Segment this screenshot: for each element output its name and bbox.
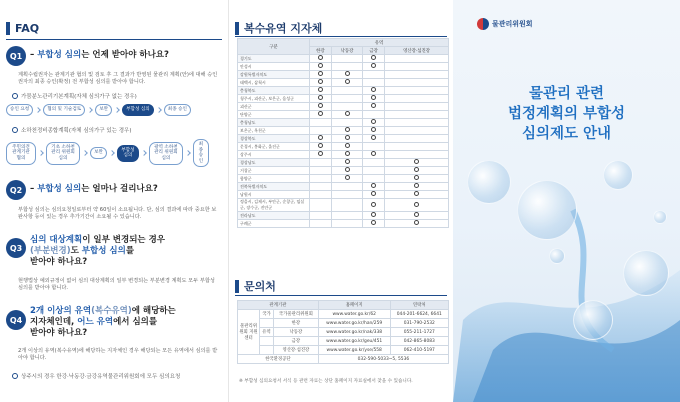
q3-badge: Q3 [6, 238, 26, 258]
basin-cell [310, 55, 332, 63]
contact-org-last: 한국환경공단 [238, 355, 319, 364]
included-circle-icon [371, 95, 376, 100]
basin-cell [331, 151, 363, 159]
contact-cell-a [260, 319, 274, 328]
included-circle-icon [414, 212, 419, 217]
basin-cell [363, 191, 385, 199]
contact-cell-d: 044-201-6624, 6641 [390, 310, 448, 319]
flow1-step: 협의 및 기술검토 [43, 104, 85, 116]
q3-title: 심의 대상계획이 일부 변경되는 경우 (부분변경)도 부합성 심의를 받아야 하나요? [30, 235, 166, 267]
included-circle-icon [345, 135, 350, 140]
bubble-image [653, 210, 667, 224]
included-circle-icon [371, 87, 376, 92]
region-row [238, 220, 449, 228]
region-name: 전북특별자치도 [238, 183, 310, 191]
q3-answer: 현행법상 예외규정이 없어 심의 대상계획의 일부 변경되는 부분변경 계획도 모두 부합성 심의를 받아야 합니다. [18, 278, 215, 291]
contact-cell-b: 한강 [273, 319, 318, 328]
basin-cell [363, 167, 385, 175]
q4-title: 2개 이상의 유역(복수유역)에 해당하는 지자체인데, 어느 유역에서 심의를 받아야 하나요? [30, 306, 176, 338]
basin-cell [385, 191, 449, 199]
contact-row [238, 337, 449, 346]
basin-cell [363, 79, 385, 87]
included-circle-icon [345, 71, 350, 76]
region-name: 남원시 [238, 191, 310, 199]
bubble-image [467, 160, 511, 204]
basin-cell [331, 159, 363, 167]
included-circle-icon [345, 151, 350, 156]
basin-cell [331, 167, 363, 175]
q4-answer: 2개 이상의 유역(복수유역)에 해당하는 지자체인 경우 해당되는 모든 유역에서 심의를 받아야 합니다. [18, 348, 218, 361]
contact-rule [235, 295, 447, 296]
flow2-step: 광역 소하천 관리 위원회 심의 [149, 142, 183, 165]
basin-cell [385, 167, 449, 175]
basin-cell [310, 167, 332, 175]
basin-cell [363, 151, 385, 159]
included-circle-icon [371, 135, 376, 140]
region-row [238, 191, 449, 199]
region-name: 태백시, 삼척시 [238, 79, 310, 87]
regions-panel [228, 0, 453, 402]
basin-cell [385, 159, 449, 167]
basin-cell [310, 199, 332, 212]
contact-cell-d: 055-211-1727 [390, 328, 448, 337]
included-circle-icon [414, 159, 419, 164]
basin-cell [363, 143, 385, 151]
q4-note: 상주시의 경우 한강·낙동강·금강유역물관리위원회에 모두 심의요청 [12, 372, 180, 380]
basin-cell [385, 199, 449, 212]
basin-cell [310, 183, 332, 191]
q1-flow1 [6, 104, 191, 116]
region-row [238, 143, 449, 151]
included-circle-icon [371, 220, 376, 225]
region-row [238, 119, 449, 127]
region-name: 전라남도 [238, 212, 310, 220]
basin-cell [363, 159, 385, 167]
basin-col-header: 금강 [363, 47, 385, 55]
region-name: 충청남도 [238, 119, 310, 127]
basin-cell [385, 103, 449, 111]
flow2-step: 최종 승인 [193, 139, 209, 167]
contact-cell-c[interactable]: www.water.go.kr/geu/451 [318, 337, 390, 346]
flow1-step: 부합성 심의 [122, 104, 154, 116]
cover-title-line3: 심의제도 안내 [521, 126, 612, 142]
contact-cell-a [260, 346, 274, 355]
region-row [238, 55, 449, 63]
contact-table [237, 300, 449, 364]
contact-row [238, 328, 449, 337]
basin-cell [310, 135, 332, 143]
basin-cell [310, 191, 332, 199]
basin-group-header: 유역 [310, 39, 449, 47]
region-name: 강원특별자치도 [238, 71, 310, 79]
q1-answer: 계획수립권자는 관계기관 협의 및 검토 후 그 결과가 반영된 물관리 계획(안)에 대해 승인권자의 최종 승인(확정) 전 부합성 심의를 받아야 합니다. [18, 72, 218, 85]
region-row [238, 63, 449, 71]
included-circle-icon [414, 183, 419, 188]
basin-col-header: 한강 [310, 47, 332, 55]
region-row [238, 135, 449, 143]
basin-cell [363, 111, 385, 119]
included-circle-icon [345, 175, 350, 180]
region-name: 함양군 [238, 175, 310, 183]
region-row [238, 71, 449, 79]
basin-cell [385, 127, 449, 135]
basin-cell [363, 95, 385, 103]
included-circle-icon [414, 191, 419, 196]
basin-cell [363, 199, 385, 212]
basin-cell [331, 212, 363, 220]
included-circle-icon [345, 167, 350, 172]
included-circle-icon [414, 175, 419, 180]
basin-cell [310, 127, 332, 135]
basin-cell [310, 63, 332, 71]
basin-cell [363, 55, 385, 63]
region-name: 문경시, 봉화군, 울진군 [238, 143, 310, 151]
included-circle-icon [371, 212, 376, 217]
contact-phone-last: 032-590-5033~5, 5536 [318, 355, 448, 364]
contact-row [238, 319, 449, 328]
region-name: 거창군 [238, 167, 310, 175]
region-table [237, 38, 449, 228]
included-circle-icon [318, 143, 323, 148]
included-circle-icon [414, 202, 419, 207]
regions-rule [235, 36, 447, 37]
included-circle-icon [318, 79, 323, 84]
basin-cell [363, 103, 385, 111]
flow1-step: 최종 승인 [164, 104, 191, 116]
bubble-image [517, 180, 577, 240]
contact-col-org: 관계기관 [238, 301, 319, 310]
cover-title-line2: 법정계획의 부합성 [507, 106, 626, 122]
basin-cell [310, 71, 332, 79]
contact-cell-d: 031-790-2532 [390, 319, 448, 328]
included-circle-icon [371, 127, 376, 132]
region-name: 단양군 [238, 111, 310, 119]
basin-cell [385, 183, 449, 191]
basin-cell [385, 212, 449, 220]
basin-cell [331, 127, 363, 135]
basin-cell [331, 220, 363, 228]
included-circle-icon [371, 191, 376, 196]
basin-cell [310, 103, 332, 111]
bubble-image [573, 300, 613, 340]
contact-cell-b: 금강 [273, 337, 318, 346]
basin-cell [310, 143, 332, 151]
basin-cell [363, 135, 385, 143]
contact-cell-d: 062-410-5197 [390, 346, 448, 355]
included-circle-icon [318, 103, 323, 108]
region-name: 구례군 [238, 220, 310, 228]
flow1-step: 보완 [95, 104, 112, 116]
contact-cell-c[interactable]: www.water.go.kr/nak/338 [318, 328, 390, 337]
included-circle-icon [318, 63, 323, 68]
basin-cell [331, 111, 363, 119]
contact-cell-c[interactable]: www.water.go.kr/yse/558 [318, 346, 390, 355]
contact-col-phone: 연락처 [390, 301, 448, 310]
basin-col-header: 낙동강 [331, 47, 363, 55]
basin-cell [385, 143, 449, 151]
basin-cell [363, 63, 385, 71]
flow2-step: 기초 소하천 관리 위원회 심의 [46, 142, 80, 165]
region-row [238, 151, 449, 159]
contact-heading: 문의처 [235, 276, 276, 296]
basin-cell [331, 55, 363, 63]
region-row [238, 87, 449, 95]
basin-cell [331, 199, 363, 212]
basin-cell [385, 87, 449, 95]
region-name: 정읍시, 김제시, 부안군, 순창군, 임실군, 장수군, 진안군 [238, 199, 310, 212]
basin-cell [363, 71, 385, 79]
basin-cell [385, 95, 449, 103]
region-row [238, 159, 449, 167]
basin-cell [363, 127, 385, 135]
region-col-header: 구분 [238, 39, 310, 55]
basin-cell [331, 95, 363, 103]
basin-cell [385, 220, 449, 228]
flow2-step: 부합성 심의 [117, 145, 139, 162]
included-circle-icon [318, 87, 323, 92]
basin-cell [385, 135, 449, 143]
included-circle-icon [414, 167, 419, 172]
basin-cell [310, 175, 332, 183]
region-name: 청주시, 괴산군, 보은군, 음성군 [238, 95, 310, 103]
region-name: 충청북도 [238, 87, 310, 95]
basin-cell [331, 183, 363, 191]
basin-cell [310, 95, 332, 103]
basin-cell [363, 220, 385, 228]
included-circle-icon [318, 135, 323, 140]
region-row [238, 167, 449, 175]
cover-title-line1: 물관리 관련 [528, 86, 605, 102]
contact-cell-a [260, 337, 274, 346]
basin-cell [331, 71, 363, 79]
basin-cell [385, 55, 449, 63]
included-circle-icon [345, 127, 350, 132]
basin-cell [310, 151, 332, 159]
included-circle-icon [318, 111, 323, 116]
contact-row [238, 346, 449, 355]
basin-cell [310, 220, 332, 228]
included-circle-icon [318, 95, 323, 100]
basin-cell [363, 119, 385, 127]
included-circle-icon [345, 159, 350, 164]
q2-badge: Q2 [6, 180, 26, 200]
region-row [238, 111, 449, 119]
region-row [238, 127, 449, 135]
contact-cell-a: 유역 [260, 328, 274, 337]
bubble-image [623, 250, 669, 296]
included-circle-icon [318, 55, 323, 60]
basin-cell [310, 87, 332, 95]
q1-sub2: 소하천정비종합계획(자체 심의가구 있는 경우) [12, 126, 132, 134]
region-name: 경상북도 [238, 135, 310, 143]
included-circle-icon [371, 63, 376, 68]
basin-cell [385, 151, 449, 159]
basin-cell [331, 143, 363, 151]
q1-flow2 [6, 139, 209, 167]
basin-cell [385, 111, 449, 119]
included-circle-icon [318, 151, 323, 156]
included-circle-icon [371, 55, 376, 60]
basin-cell [385, 71, 449, 79]
basin-cell [331, 119, 363, 127]
included-circle-icon [371, 119, 376, 124]
q1-badge: Q1 [6, 46, 26, 66]
region-row [238, 79, 449, 87]
basin-cell [385, 175, 449, 183]
region-row [238, 175, 449, 183]
region-row [238, 183, 449, 191]
contact-cell-c[interactable]: www.water.go.kr/han/259 [318, 319, 390, 328]
contact-row [238, 355, 449, 364]
flow1-step: 승인 요청 [6, 104, 33, 116]
basin-cell [331, 191, 363, 199]
contact-cell-c[interactable]: www.water.go.kr/62 [318, 310, 390, 319]
basin-cell [310, 159, 332, 167]
region-row [238, 212, 449, 220]
included-circle-icon [371, 183, 376, 188]
basin-cell [385, 79, 449, 87]
basin-cell [363, 183, 385, 191]
included-circle-icon [345, 79, 350, 84]
basin-cell [331, 87, 363, 95]
included-circle-icon [318, 71, 323, 76]
q4-badge: Q4 [6, 310, 26, 330]
basin-col-header: 영산강·섬진강 [385, 47, 449, 55]
basin-cell [385, 63, 449, 71]
faq-heading: FAQ [6, 18, 39, 38]
included-circle-icon [371, 202, 376, 207]
q2-title: – 부합성 심의는 얼마나 걸리나요? [30, 184, 158, 194]
bubble-image [603, 160, 633, 190]
basin-cell [363, 212, 385, 220]
included-circle-icon [371, 103, 376, 108]
basin-cell [310, 111, 332, 119]
contact-cell-d: 042-865-8083 [390, 337, 448, 346]
region-name: 경상남도 [238, 159, 310, 167]
logo-mark-icon [477, 18, 489, 30]
ministry-logo: 물관리위원회 [477, 18, 533, 30]
included-circle-icon [345, 111, 350, 116]
bubble-image [549, 248, 565, 264]
region-name: 보은군, 옥천군 [238, 127, 310, 135]
included-circle-icon [414, 220, 419, 225]
region-name: 안성시 [238, 63, 310, 71]
included-circle-icon [371, 151, 376, 156]
basin-cell [310, 119, 332, 127]
included-circle-icon [345, 143, 350, 148]
region-row [238, 103, 449, 111]
q1-sub1: 가뭄분노관리기본계획(자체 심의가구 없는 경우) [12, 92, 137, 100]
cover-panel [453, 0, 680, 402]
basin-cell [310, 212, 332, 220]
flow2-step: 주민의견 관계기관 협의 [6, 142, 36, 165]
basin-cell [385, 119, 449, 127]
contact-cell-b: 낙동강 [273, 328, 318, 337]
faq-rule [6, 39, 222, 40]
basin-cell [331, 175, 363, 183]
q2-answer: 부합성 심의는 심의요청일로부터 약 60일이 소요됩니다. 단, 심의 결과에 따라 중요한 보완사항 등이 있는 경우 추가기간이 소요될 수 있습니다. [18, 207, 217, 220]
basin-cell [331, 135, 363, 143]
regions-heading: 복수유역 지자체 [235, 18, 322, 38]
basin-cell [331, 79, 363, 87]
region-name: 괴산군 [238, 103, 310, 111]
faq-panel [0, 0, 228, 402]
contact-row [238, 310, 449, 319]
contact-group: 물관리위원회 지원센터 [238, 310, 260, 355]
basin-cell [363, 175, 385, 183]
contact-cell-b: 국가물관리위원회 [273, 310, 318, 319]
region-name: 경기도 [238, 55, 310, 63]
basin-cell [363, 87, 385, 95]
flow2-step: 보완 [90, 147, 107, 159]
contact-cell-a: 국가 [260, 310, 274, 319]
region-row [238, 95, 449, 103]
contact-note: ※ 부합성 심의요청서 서식 등 관련 자료는 상단 홈페이지 자료실에서 찾을 수 있습니다. [239, 379, 413, 384]
contact-col-web: 홈페이지 [318, 301, 390, 310]
basin-cell [331, 63, 363, 71]
basin-cell [331, 103, 363, 111]
q1-title: – 부합성 심의는 언제 받아야 하나요? [30, 50, 169, 60]
region-name: 상주시 [238, 151, 310, 159]
contact-cell-b: 영산강·섬진강 [273, 346, 318, 355]
region-row [238, 199, 449, 212]
basin-cell [310, 79, 332, 87]
